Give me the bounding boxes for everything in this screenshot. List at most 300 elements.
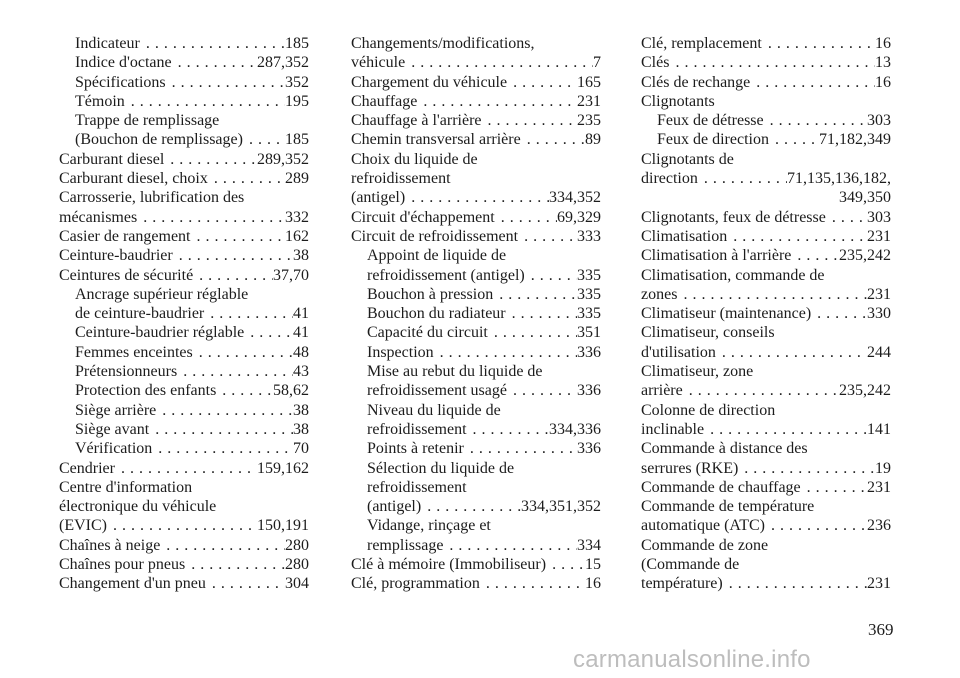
index-entry — [59, 169, 309, 188]
index-entry-pages: 71,135,136,182, — [787, 170, 891, 188]
index-entry-term: zones — [641, 285, 678, 303]
index-entry-term: Chargement du véhicule — [351, 73, 508, 91]
index-entry — [59, 304, 309, 323]
index-entry-term: Feux de détresse — [657, 112, 764, 130]
index-entry-term: remplissage — [367, 536, 444, 554]
index-entry — [641, 285, 891, 304]
index-entry-pages: 69,329 — [557, 208, 601, 226]
index-entry-pages: 38 — [293, 401, 309, 419]
index-entry-term: Clignotants de — [641, 150, 734, 168]
index-entry-term: Spécifications — [75, 73, 166, 91]
index-entry-term: Mise au rebut du liquide de — [367, 363, 543, 381]
index-entry — [641, 169, 891, 188]
index-entry — [641, 150, 891, 169]
dot-leader — [173, 246, 293, 265]
index-entry — [59, 111, 309, 130]
index-entry — [351, 362, 601, 381]
index-entry — [59, 420, 309, 439]
index-entry — [59, 439, 309, 458]
index-entry — [59, 266, 309, 285]
dot-leader — [149, 420, 293, 439]
dot-leader — [417, 92, 577, 111]
dot-leader — [137, 208, 285, 227]
index-entry-term: Climatisation à l'arrière — [641, 247, 792, 265]
index-entry — [351, 130, 601, 149]
dot-leader — [206, 574, 285, 593]
dot-leader — [193, 266, 273, 285]
index-entry-pages: 38 — [293, 420, 309, 438]
index-entry-pages: 16 — [875, 35, 891, 52]
index-entry — [351, 92, 601, 111]
dot-leader — [704, 420, 867, 439]
dot-leader — [166, 73, 285, 92]
index-entry-pages: 165 — [577, 73, 601, 91]
dot-leader — [669, 53, 875, 72]
dot-leader — [193, 343, 293, 362]
index-entry-term: Casier de rangement — [59, 227, 191, 245]
dot-leader — [723, 574, 867, 593]
dot-leader — [495, 208, 557, 227]
index-entry — [351, 574, 601, 593]
index-entry-term: Clignotants — [641, 92, 715, 110]
index-entry — [59, 459, 309, 478]
index-entry — [641, 73, 891, 92]
index-entry — [59, 362, 309, 381]
index-entry-pages: 150,191 — [257, 517, 309, 535]
index-entry-term: Carburant diesel — [59, 150, 165, 168]
index-entry-pages: 236 — [867, 517, 891, 535]
dot-leader — [764, 111, 867, 130]
dot-leader — [506, 304, 577, 323]
index-entry-pages: 231 — [867, 227, 891, 245]
index-entry-term: Ceintures de sécurité — [59, 266, 194, 284]
index-entry — [59, 323, 309, 342]
index-entry-pages: 185 — [285, 131, 309, 149]
index-entry — [351, 478, 601, 497]
index-entry — [641, 34, 891, 53]
index-entry — [641, 497, 891, 516]
index-entry-term: Climatiseur, conseils — [641, 324, 775, 342]
index-entry — [641, 208, 891, 227]
index-entry-pages: 330 — [867, 305, 891, 323]
index-entry — [59, 150, 309, 169]
index-entry — [351, 343, 601, 362]
index-entry-term: Prétensionneurs — [75, 363, 178, 381]
index-entry-term: automatique (ATC) — [641, 517, 765, 535]
dot-leader — [482, 111, 577, 130]
index-entry-term: refroidissement — [367, 420, 467, 438]
index-entry — [59, 401, 309, 420]
index-entry-pages: 231 — [577, 92, 601, 110]
index-entry — [641, 304, 891, 323]
index-entry-term: Indice d'octane — [75, 54, 172, 72]
index-entry-pages: 141 — [867, 420, 891, 438]
index-entry — [641, 555, 891, 574]
index-entry-pages: 185 — [285, 35, 309, 52]
index-entry-pages: 235 — [577, 112, 601, 130]
dot-leader — [791, 246, 839, 265]
index-entry — [59, 208, 309, 227]
index-entry-pages: 349,350 — [839, 189, 891, 207]
dot-leader — [488, 323, 577, 342]
index-entry-term: refroidissement usagé — [367, 382, 507, 400]
index-entry — [59, 73, 309, 92]
dot-leader — [172, 53, 257, 72]
index-entry-pages: 351 — [577, 324, 601, 342]
index-entry-pages: 37,70 — [273, 266, 309, 284]
index-entry — [351, 497, 601, 516]
index-entry-term: d'utilisation — [641, 343, 716, 361]
dot-leader — [677, 285, 867, 304]
index-entry-pages: 231 — [867, 478, 891, 496]
index-entry — [641, 343, 891, 362]
dot-leader — [156, 401, 293, 420]
index-entry-term: Siège arrière — [75, 401, 157, 419]
dot-leader — [493, 285, 577, 304]
index-entry-term: (Commande de — [641, 556, 740, 574]
dot-leader — [525, 266, 577, 285]
index-entry-pages: 16 — [585, 575, 601, 593]
index-entry — [641, 401, 891, 420]
index-entry-pages: 280 — [285, 536, 309, 554]
index-entry — [641, 92, 891, 111]
index-entry — [351, 246, 601, 265]
dot-leader — [521, 130, 585, 149]
index-entry-pages: 335 — [577, 305, 601, 323]
index-entry-pages: 244 — [867, 343, 891, 361]
index-entry-term: Clé, programmation — [351, 575, 480, 593]
index-entry-pages: 41 — [293, 324, 309, 342]
index-entry-term: mécanismes — [59, 208, 138, 226]
index-entry-pages: 303 — [867, 208, 891, 226]
index-entry-term: Ceinture-baudrier — [59, 247, 173, 265]
dot-leader — [125, 92, 285, 111]
dot-leader — [765, 516, 867, 535]
index-entry-term: Commande de chauffage — [641, 478, 801, 496]
index-entry-pages: 289,352 — [257, 150, 309, 168]
index-entry-term: Cendrier — [59, 459, 115, 477]
index-entry-pages: 333 — [577, 227, 601, 245]
index-entry-term: Commande à distance des — [641, 440, 808, 458]
index-entry-term: Chemin transversal arrière — [351, 131, 521, 149]
index-entry — [641, 362, 891, 381]
index-entry — [351, 227, 601, 246]
index-entry-pages: 303 — [867, 112, 891, 130]
index-entry-pages: 289 — [285, 170, 309, 188]
index-entry-term: Siège avant — [75, 420, 150, 438]
index-entry — [351, 555, 601, 574]
index-entry — [641, 420, 891, 439]
index-entry-term: Commande de zone — [641, 536, 769, 554]
dot-leader — [507, 73, 577, 92]
index-entry-pages: 159,162 — [257, 459, 309, 477]
index-entry-term: Bouchon du radiateur — [367, 305, 506, 323]
index-entry-pages: 352 — [285, 73, 309, 91]
index-entry-term: Clé à mémoire (Immobiliseur) — [351, 556, 547, 574]
index-entry-term: Carburant diesel, choix — [59, 170, 208, 188]
index-entry — [641, 130, 891, 149]
index-entry-pages: 13 — [875, 54, 891, 72]
index-entry — [641, 574, 891, 593]
index-entry-term: Femmes enceintes — [75, 343, 193, 361]
index-entry-pages: 19 — [875, 459, 891, 477]
index-entry-term: Clignotants, feux de détresse — [641, 208, 826, 226]
dot-leader — [107, 516, 257, 535]
dot-leader — [738, 459, 875, 478]
index-entry — [351, 188, 601, 207]
index-entry — [59, 92, 309, 111]
index-entry-term: Bouchon à pression — [367, 285, 494, 303]
dot-leader — [177, 362, 293, 381]
index-entry-term: Circuit de refroidissement — [351, 227, 519, 245]
index-entry-term: Chauffage à l'arrière — [351, 112, 482, 130]
dot-leader — [152, 439, 293, 458]
index-entry-pages: 235,242 — [839, 382, 891, 400]
index-entry-term: Circuit d'échappement — [351, 208, 495, 226]
dot-leader — [507, 381, 577, 400]
index-entry — [351, 169, 601, 188]
index-entry-term: Ancrage supérieur réglable — [75, 285, 249, 303]
index-entry — [59, 34, 309, 53]
index-entry-term: Carrosserie, lubrification des — [59, 189, 245, 207]
index-entry — [351, 536, 601, 555]
index-entry-pages: 334 — [577, 536, 601, 554]
dot-leader — [185, 555, 285, 574]
dot-leader — [769, 130, 819, 149]
index-entry — [641, 111, 891, 130]
index-entry-term: arrière — [641, 382, 683, 400]
dot-leader — [405, 188, 549, 207]
index-entry — [351, 420, 601, 439]
index-entry-pages: 335 — [577, 266, 601, 284]
index-entry — [351, 459, 601, 478]
dot-leader — [115, 459, 257, 478]
index-entry-pages: 336 — [577, 343, 601, 361]
index-entry-term: inclinable — [641, 420, 705, 438]
dot-leader — [546, 555, 585, 574]
index-entry-term: Chaînes à neige — [59, 536, 161, 554]
index-entry-term: Ceinture-baudrier réglable — [75, 324, 245, 342]
index-entry-term: Chaînes pour pneus — [59, 556, 186, 574]
index-entry-term: Clé, remplacement — [641, 35, 762, 52]
index-entry — [351, 323, 601, 342]
index-entry — [641, 246, 891, 265]
index-entry-term: température) — [641, 575, 723, 593]
index-entry-pages: 43 — [293, 363, 309, 381]
index-entry — [351, 208, 601, 227]
index-entry — [59, 246, 309, 265]
dot-leader — [434, 343, 577, 362]
index-entry-term: (antigel) — [367, 498, 422, 516]
index-entry-term: Inspection — [367, 343, 434, 361]
dot-leader — [443, 536, 577, 555]
index-entry — [59, 516, 309, 535]
dot-leader — [467, 420, 549, 439]
index-entry-pages: 287,352 — [257, 54, 309, 72]
index-entry — [641, 536, 891, 555]
dot-leader — [801, 478, 867, 497]
dot-leader — [140, 34, 285, 53]
index-entry — [351, 439, 601, 458]
index-entry-term: Appoint de liquide de — [367, 247, 507, 265]
index-entry — [351, 266, 601, 285]
index-column-2 — [351, 34, 601, 594]
index-entry — [641, 439, 891, 458]
index-entry — [59, 188, 309, 207]
index-entry — [59, 130, 309, 149]
index-entry-term: Témoin — [75, 92, 125, 110]
dot-leader — [826, 208, 867, 227]
index-entry-term: véhicule — [351, 54, 406, 72]
index-entry — [351, 381, 601, 400]
index-entry — [59, 53, 309, 72]
index-entry-pages: 335 — [577, 285, 601, 303]
index-entry-pages: 235,242 — [839, 247, 891, 265]
index-entry — [59, 285, 309, 304]
index-entry-term: Changement d'un pneu — [59, 575, 206, 593]
index-entry-term: Clés — [641, 54, 670, 72]
index-entry — [641, 53, 891, 72]
index-entry — [641, 227, 891, 246]
index-entry-term: (Bouchon de remplissage) — [75, 131, 243, 149]
index-entry-term: refroidissement — [351, 170, 451, 188]
index-column-3 — [641, 34, 891, 594]
index-entry — [59, 343, 309, 362]
dot-leader — [405, 53, 593, 72]
index-entry-pages: 16 — [875, 73, 891, 91]
dot-leader — [191, 227, 286, 246]
index-entry-term: refroidissement (antigel) — [367, 266, 525, 284]
index-entry-term: Vérification — [75, 440, 153, 458]
index-entry-term: Climatiseur, zone — [641, 363, 754, 381]
index-entry-pages: 231 — [867, 285, 891, 303]
index-entry — [351, 401, 601, 420]
index-entry-term: Clés de rechange — [641, 73, 751, 91]
index-entry-term: (EVIC) — [59, 517, 107, 535]
index-entry — [351, 111, 601, 130]
index-entry — [59, 381, 309, 400]
index-entry-term: Points à retenir — [367, 440, 464, 458]
index-entry-term: Niveau du liquide de — [367, 401, 501, 419]
index-entry — [351, 73, 601, 92]
index-entry-pages: 280 — [285, 556, 309, 574]
index-entry-term: Centre d'information — [59, 478, 193, 496]
dot-leader — [160, 536, 285, 555]
index-entry — [59, 555, 309, 574]
dot-leader — [716, 343, 867, 362]
index-entry — [351, 34, 601, 53]
index-entry-term: Climatisation, commande de — [641, 266, 825, 284]
index-entry-pages: 195 — [285, 92, 309, 110]
index-entry-term: Feux de direction — [657, 131, 769, 149]
index-entry — [641, 266, 891, 285]
index-entry — [59, 497, 309, 516]
index-entry-term: serrures (RKE) — [641, 459, 739, 477]
dot-leader — [683, 381, 839, 400]
dot-leader — [750, 73, 875, 92]
dot-leader — [727, 227, 867, 246]
index-entry — [641, 478, 891, 497]
index-entry-term: de ceinture-baudrier — [75, 305, 205, 323]
page-number: 369 — [868, 620, 894, 639]
index-entry-pages: 58,62 — [273, 382, 309, 400]
index-entry-pages: 334,352 — [549, 189, 601, 207]
index-entry-pages: 231 — [867, 575, 891, 593]
index-entry-term: Indicateur — [75, 35, 140, 52]
index-entry-term: refroidissement — [367, 478, 467, 496]
index-entry-pages: 15 — [585, 556, 601, 574]
index-entry-pages: 336 — [577, 382, 601, 400]
index-entry — [351, 150, 601, 169]
index-entry — [641, 381, 891, 400]
index-entry — [351, 304, 601, 323]
index-entry — [59, 536, 309, 555]
index-entry — [59, 478, 309, 497]
index-entry-term: Vidange, rinçage et — [367, 517, 491, 535]
index-entry-term: Sélection du liquide de — [367, 459, 515, 477]
watermark: carmanualsonline.info — [573, 646, 811, 673]
index-entry — [59, 227, 309, 246]
index-column-1 — [59, 34, 309, 594]
dot-leader — [518, 227, 577, 246]
index-entry-pages: 89 — [585, 131, 601, 149]
dot-leader — [811, 304, 867, 323]
index-entry — [641, 323, 891, 342]
index-entry-term: (antigel) — [351, 189, 406, 207]
index-entry-term: Protection des enfants — [75, 382, 217, 400]
dot-leader — [243, 130, 285, 149]
index-entry-term: Choix du liquide de — [351, 150, 478, 168]
dot-leader — [208, 169, 285, 188]
index-entry-pages: 7 — [593, 54, 601, 72]
index-entry-pages: 48 — [293, 343, 309, 361]
index-entry-term: Climatiseur (maintenance) — [641, 305, 812, 323]
index-entry — [59, 574, 309, 593]
dot-leader — [216, 381, 273, 400]
dot-leader — [464, 439, 577, 458]
index-entry — [351, 53, 601, 72]
index-entry — [351, 516, 601, 535]
index-entry-pages: 336 — [577, 440, 601, 458]
dot-leader — [204, 304, 293, 323]
index-entry-pages: 162 — [285, 227, 309, 245]
dot-leader — [762, 34, 875, 53]
index-entry-term: direction — [641, 170, 698, 188]
index-entry-pages: 304 — [285, 575, 309, 593]
index-entry-pages: 332 — [285, 208, 309, 226]
index-entry-pages: 71,182,349 — [819, 131, 891, 149]
dot-leader — [244, 323, 293, 342]
index-entry-term: Changements/modifications, — [351, 35, 535, 52]
dot-leader — [421, 497, 521, 516]
index-entry — [641, 459, 891, 478]
index-entry-term: Commande de température — [641, 498, 815, 516]
index-entry-term: Chauffage — [351, 92, 418, 110]
index-entry-term: Colonne de direction — [641, 401, 776, 419]
index-entry-term: Trappe de remplissage — [75, 112, 220, 130]
index-entry-pages: 334,336 — [549, 420, 601, 438]
dot-leader — [480, 574, 585, 593]
dot-leader — [698, 169, 787, 188]
index-entry-term: Capacité du circuit — [367, 324, 488, 342]
dot-leader — [164, 150, 257, 169]
index-entry — [351, 285, 601, 304]
index-entry-pages: 334,351,352 — [521, 498, 601, 516]
index-entry-pages: 70 — [293, 440, 309, 458]
index-entry — [641, 188, 891, 207]
index-entry-pages: 41 — [293, 305, 309, 323]
index-entry — [641, 516, 891, 535]
